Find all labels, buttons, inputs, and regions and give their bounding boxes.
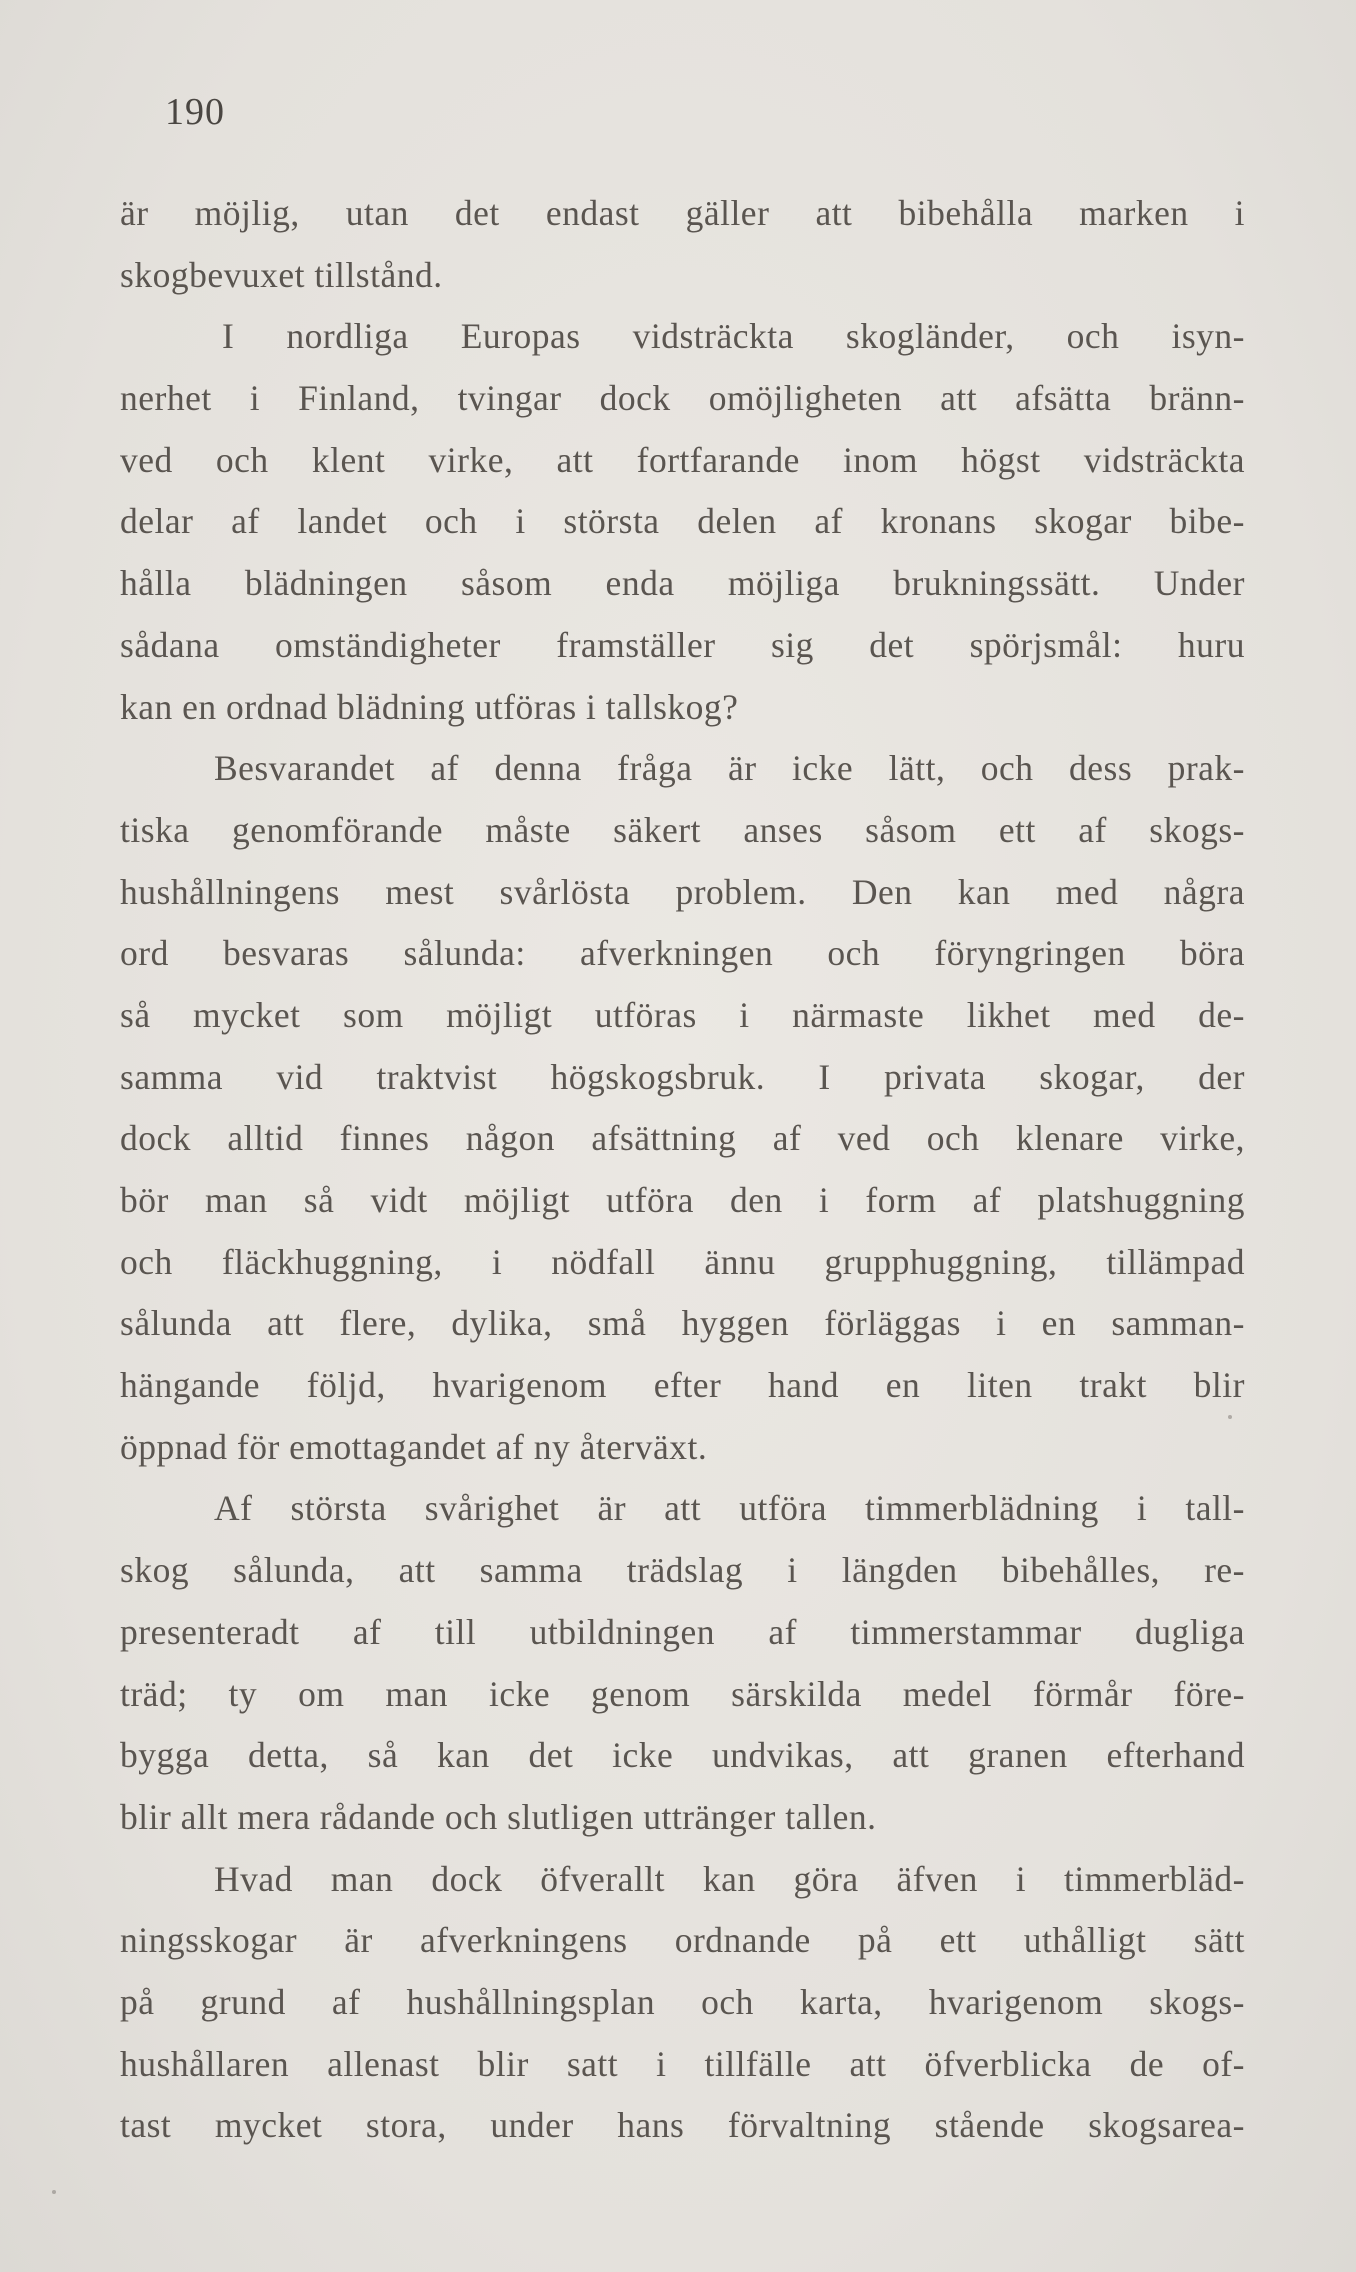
paragraph-start-line: Besvarandet af denna fråga är icke lätt, och dess prak- xyxy=(214,748,1245,789)
text-line: hålla blädningen såsom enda möjliga brukningssätt. Under xyxy=(120,563,1245,604)
text-line: blir allt mera rådande och slutligen uttränger tallen. xyxy=(120,1796,877,1837)
paragraph-start-line: I nordliga Europas vidsträckta skogländer, och isyn- xyxy=(222,316,1245,357)
page-number: 190 xyxy=(165,91,225,133)
text-line: träd; ty om man icke genom särskilda medel förmår före- xyxy=(120,1673,1245,1714)
text-line: tiska genomförande måste säkert anses såsom ett af skogs- xyxy=(120,809,1245,850)
body-text xyxy=(120,183,1245,2157)
text-line: skogbevuxet tillstånd. xyxy=(120,254,443,295)
paragraph-start-line: Hvad man dock öfverallt kan göra äfven i timmerbläd- xyxy=(214,1858,1245,1899)
text-line: nerhet i Finland, tvingar dock omöjligheten att afsätta bränn- xyxy=(120,378,1245,419)
text-line: sådana omständigheter framställer sig det spörjsmål: huru xyxy=(120,624,1245,665)
text-line: är möjlig, utan det endast gäller att bibehålla marken i xyxy=(120,193,1245,233)
text-line: öppnad för emottagandet af ny återväxt. xyxy=(120,1426,708,1467)
text-line: skog sålunda, att samma trädslag i längden bibehålles, re- xyxy=(120,1550,1245,1591)
text-line: hushållaren allenast blir satt i tillfälle att öfverblicka de of- xyxy=(120,2043,1245,2084)
text-line: tast mycket stora, under hans förvaltning stående skogsarea- xyxy=(120,2105,1245,2146)
text-line: ningsskogar är afverkningens ordnande på ett uthålligt sätt xyxy=(120,1920,1245,1961)
text-line: samma vid traktvist högskogsbruk. I privata skogar, der xyxy=(120,1056,1245,1097)
text-line: delar af landet och i största delen af kronans skogar bibe- xyxy=(120,501,1245,542)
text-line: ved och klent virke, att fortfarande inom högst vidsträckta xyxy=(120,439,1245,480)
text-line: hushållningens mest svårlösta problem. Den kan med några xyxy=(120,871,1245,912)
text-line: bygga detta, så kan det icke undvikas, att granen efterhand xyxy=(120,1735,1245,1776)
paragraph-start-line: Af största svårighet är att utföra timmerblädning i tall- xyxy=(214,1488,1245,1529)
text-line: ord besvaras sålunda: afverkningen och föryngringen böra xyxy=(120,933,1245,974)
text-line: kan en ordnad blädning utföras i tallskog? xyxy=(120,686,739,727)
text-line: presenteradt af till utbildningen af timmerstammar dugliga xyxy=(120,1611,1245,1652)
text-line: så mycket som möjligt utföras i närmaste likhet med de- xyxy=(120,994,1245,1035)
text-line: hängande följd, hvarigenom efter hand en liten trakt blir xyxy=(120,1365,1245,1406)
text-line: sålunda att flere, dylika, små hyggen förläggas i en samman- xyxy=(120,1303,1245,1344)
text-line: dock alltid finnes någon afsättning af ved och klenare virke, xyxy=(120,1118,1245,1159)
text-line: och fläckhuggning, i nödfall ännu grupphuggning, tillämpad xyxy=(120,1241,1245,1282)
paper-speck xyxy=(52,2190,56,2194)
text-line: bör man så vidt möjligt utföra den i form af platshuggning xyxy=(120,1180,1245,1220)
text-line: på grund af hushållningsplan och karta, hvarigenom skogs- xyxy=(120,1981,1245,2022)
paper-speck xyxy=(1228,1415,1232,1419)
